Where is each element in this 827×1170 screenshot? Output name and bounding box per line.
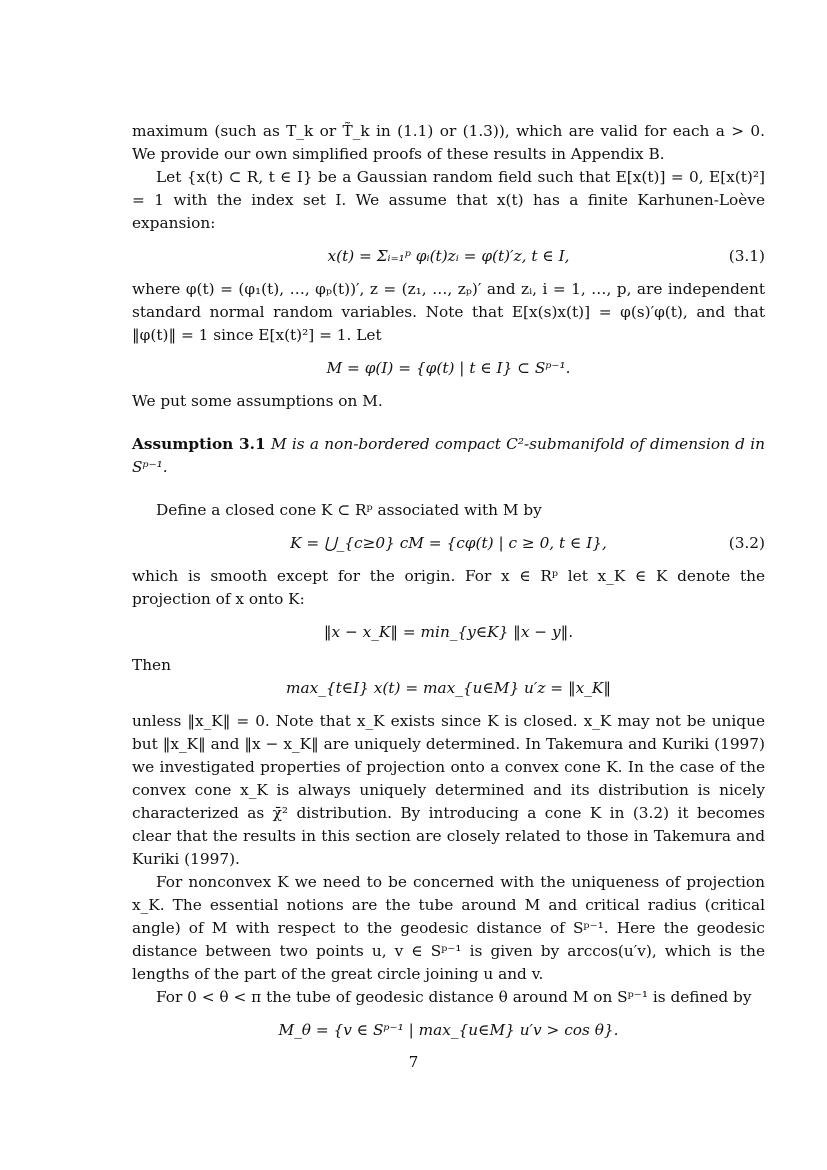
equation-projection (132, 621, 765, 644)
equation-3-1 (132, 245, 765, 268)
equation-3-2 (132, 532, 765, 555)
paper-body (132, 120, 765, 1042)
assumption-text: M is a non-bordered compact C²-submanifold of dimension d in Sᵖ⁻¹. (132, 435, 765, 476)
paragraph-7: Then (132, 656, 171, 674)
paragraph-2: Let {x(t) ⊂ R, t ∈ I} be a Gaussian random field such that E[x(t)] = 0, E[x(t)²] = 1 with the index set I. We assume that x(t) has a finite Karhunen-Loève expansion: (132, 168, 765, 232)
equation-3-2-number: (3.2) (728, 534, 765, 552)
equation-tube (132, 1019, 765, 1042)
paragraph-10: For 0 < θ < π the tube of geodesic distance θ around M on Sᵖ⁻¹ is defined by (156, 988, 752, 1006)
paragraph-5: Define a closed cone K ⊂ Rᵖ associated with M by (156, 501, 542, 519)
assumption-3-1 (132, 433, 765, 479)
paragraph-4: We put some assumptions on M. (132, 392, 383, 410)
equation-max-body: max_{t∈I} x(t) = max_{u∈M} u′z = ‖x_K‖ (286, 679, 611, 697)
equation-3-2-body: K = ⋃_{c≥0} cM = {cφ(t) | c ≥ 0, t ∈ I}, (290, 534, 607, 552)
paragraph-8: unless ‖x_K‖ = 0. Note that x_K exists since K is closed. x_K may not be unique but ‖x_K‖ and ‖x − x_K‖ are uniquely determined. In Takemura and Kuriki (1997) we investigated properties of projection onto a convex cone K. In the case of the convex cone x_K is always uniquely determined and its distribution is nicely characterized as χ̄² distribution. By introducing a cone K in (3.2) it becomes clear that the results in this section are closely related to those in Takemura and Kuriki (1997). (132, 712, 765, 868)
equation-3-1-number: (3.1) (728, 247, 765, 265)
equation-max (132, 677, 765, 700)
paragraph-3: where φ(t) = (φ₁(t), …, φₚ(t))′, z = (z₁, …, zₚ)′ and zᵢ, i = 1, …, p, are independent standard normal random variables. Note that E[x(s)x(t)] = φ(s)′φ(t), and that ‖φ(t)‖ = 1 since E[x(t)²] = 1. Let (132, 280, 765, 344)
paragraph-9: For nonconvex K we need to be concerned with the uniqueness of projection x_K. The essential notions are the tube around M and critical radius (critical angle) of M with respect to the geodesic distance of Sᵖ⁻¹. Here the geodesic distance between two points u, v ∈ Sᵖ⁻¹ is given by arccos(u′v), which is the lengths of the part of the great circle joining u and v. (132, 873, 765, 983)
equation-M-body: M = φ(I) = {φ(t) | t ∈ I} ⊂ Sᵖ⁻¹. (326, 359, 571, 377)
equation-tube-body: M_θ = {v ∈ Sᵖ⁻¹ | max_{u∈M} u′v > cos θ}. (278, 1021, 619, 1039)
page-number: 7 (408, 1053, 419, 1071)
assumption-heading: Assumption 3.1 (132, 435, 266, 453)
paragraph-1: maximum (such as T_k or T̃_k in (1.1) or (1.3)), which are valid for each a > 0. We provide our own simplified proofs of these results in Appendix B. (132, 122, 765, 163)
equation-projection-body: ‖x − x_K‖ = min_{y∈K} ‖x − y‖. (323, 623, 574, 641)
equation-M (132, 357, 765, 380)
paragraph-6: which is smooth except for the origin. For x ∈ Rᵖ let x_K ∈ K denote the projection of x onto K: (132, 567, 765, 608)
equation-3-1-body: x(t) = Σᵢ₌₁ᵖ φᵢ(t)zᵢ = φ(t)′z, t ∈ I, (327, 247, 570, 265)
